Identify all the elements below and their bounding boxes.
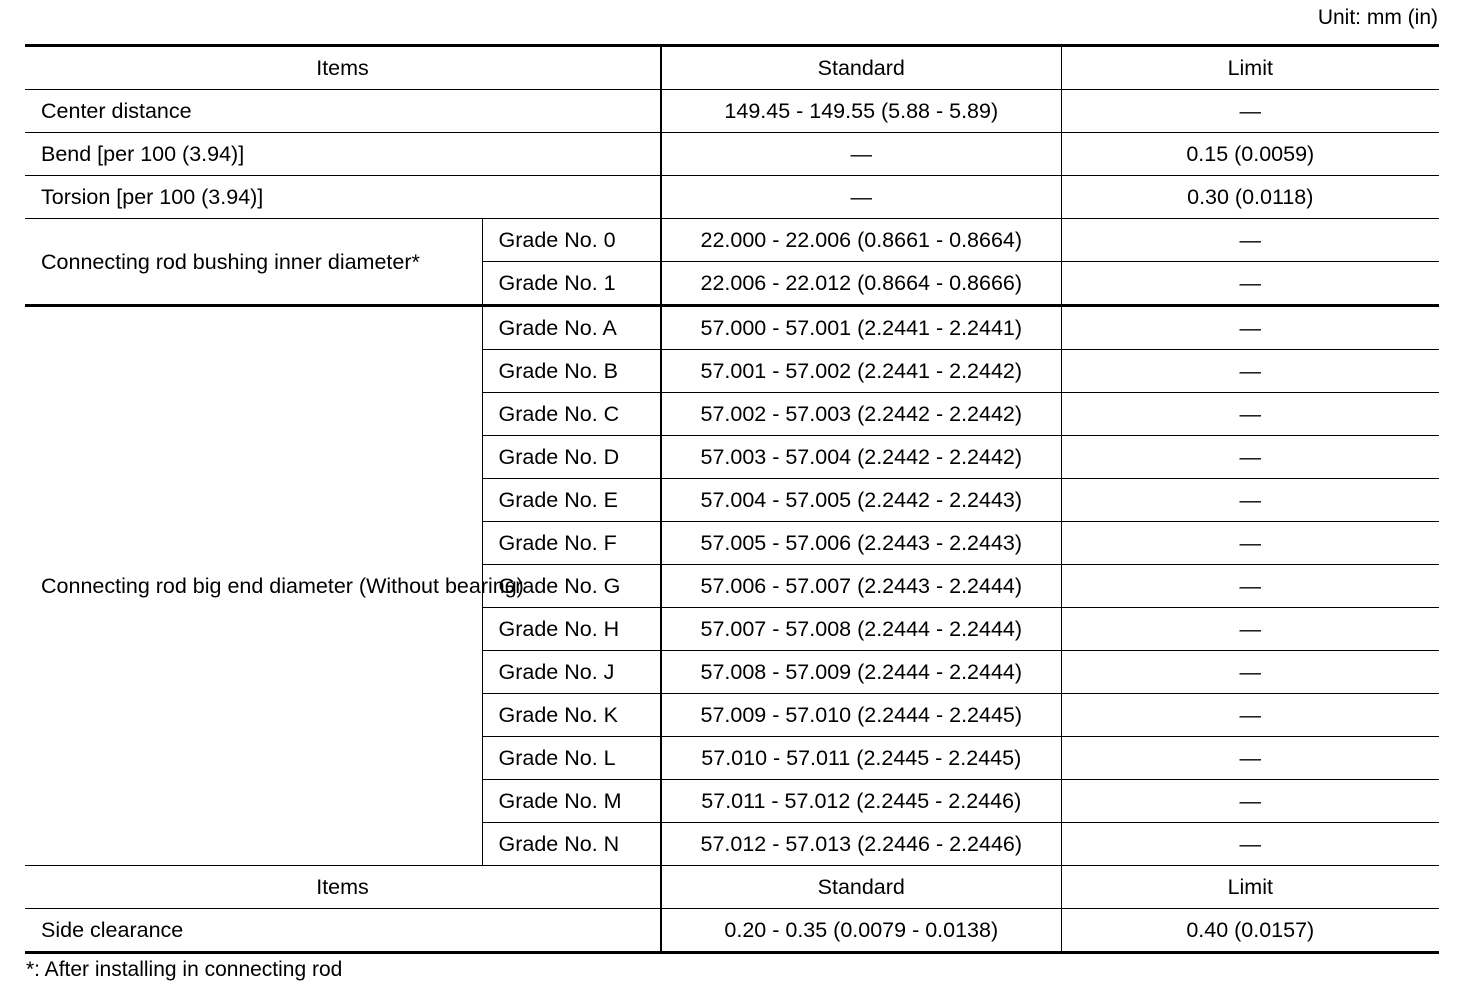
limit-cell: —	[1061, 479, 1439, 522]
grade-cell: Grade No. F	[482, 522, 661, 565]
grade-cell: Grade No. H	[482, 608, 661, 651]
standard-cell: 57.006 - 57.007 (2.2443 - 2.2444)	[661, 565, 1061, 608]
header-standard: Standard	[661, 866, 1061, 909]
standard-cell: 57.010 - 57.011 (2.2445 - 2.2445)	[661, 737, 1061, 780]
table-row	[25, 176, 1439, 219]
limit-cell: —	[1061, 823, 1439, 866]
standard-cell: 57.005 - 57.006 (2.2443 - 2.2443)	[661, 522, 1061, 565]
standard-cell: 57.009 - 57.010 (2.2444 - 2.2445)	[661, 694, 1061, 737]
table-header-row	[25, 46, 1439, 90]
grade-cell: Grade No. 0	[482, 219, 661, 262]
standard-cell: 22.006 - 22.012 (0.8664 - 0.8666)	[661, 262, 1061, 306]
limit-cell: —	[1061, 219, 1439, 262]
header-limit: Limit	[1061, 46, 1439, 90]
standard-cell: 57.001 - 57.002 (2.2441 - 2.2442)	[661, 350, 1061, 393]
table-row	[25, 909, 1439, 953]
limit-cell: 0.15 (0.0059)	[1061, 133, 1439, 176]
grade-cell: Grade No. D	[482, 436, 661, 479]
limit-cell: 0.30 (0.0118)	[1061, 176, 1439, 219]
standard-cell: 57.003 - 57.004 (2.2442 - 2.2442)	[661, 436, 1061, 479]
standard-cell: 149.45 - 149.55 (5.88 - 5.89)	[661, 90, 1061, 133]
limit-cell: —	[1061, 694, 1439, 737]
item-cell: Side clearance	[25, 909, 661, 953]
limit-cell: —	[1061, 436, 1439, 479]
limit-cell: —	[1061, 262, 1439, 306]
header-standard: Standard	[661, 46, 1061, 90]
unit-label: Unit: mm (in)	[1317, 6, 1438, 29]
grade-cell: Grade No. 1	[482, 262, 661, 306]
grade-cell: Grade No. G	[482, 565, 661, 608]
limit-cell: —	[1061, 737, 1439, 780]
grade-cell: Grade No. J	[482, 651, 661, 694]
header-items: Items	[25, 866, 661, 909]
big-end-item-cell: Connecting rod big end diameter (Without bearing)	[25, 306, 482, 866]
standard-cell: 57.012 - 57.013 (2.2446 - 2.2446)	[661, 823, 1061, 866]
bushing-item-cell: Connecting rod bushing inner diameter*	[25, 219, 482, 306]
standard-cell: 57.002 - 57.003 (2.2442 - 2.2442)	[661, 393, 1061, 436]
limit-cell: —	[1061, 608, 1439, 651]
limit-cell: —	[1061, 651, 1439, 694]
standard-cell: 22.000 - 22.006 (0.8661 - 0.8664)	[661, 219, 1061, 262]
footnote: *: After installing in connecting rod	[26, 958, 343, 981]
grade-cell: Grade No. A	[482, 306, 661, 350]
limit-cell: —	[1061, 90, 1439, 133]
standard-cell: 57.008 - 57.009 (2.2444 - 2.2444)	[661, 651, 1061, 694]
limit-cell: 0.40 (0.0157)	[1061, 909, 1439, 953]
limit-cell: —	[1061, 350, 1439, 393]
grade-cell: Grade No. M	[482, 780, 661, 823]
standard-cell: 57.004 - 57.005 (2.2442 - 2.2443)	[661, 479, 1061, 522]
grade-cell: Grade No. N	[482, 823, 661, 866]
grade-cell: Grade No. C	[482, 393, 661, 436]
table-row	[25, 306, 1439, 350]
standard-cell: 57.000 - 57.001 (2.2441 - 2.2441)	[661, 306, 1061, 350]
limit-cell: —	[1061, 393, 1439, 436]
table-row	[25, 219, 1439, 262]
connecting-rod-spec-table	[25, 44, 1439, 954]
standard-cell: 57.011 - 57.012 (2.2445 - 2.2446)	[661, 780, 1061, 823]
header-items: Items	[25, 46, 661, 90]
limit-cell: —	[1061, 306, 1439, 350]
item-cell: Center distance	[25, 90, 661, 133]
standard-cell: 0.20 - 0.35 (0.0079 - 0.0138)	[661, 909, 1061, 953]
header-limit: Limit	[1061, 866, 1439, 909]
item-cell: Torsion [per 100 (3.94)]	[25, 176, 661, 219]
grade-cell: Grade No. L	[482, 737, 661, 780]
grade-cell: Grade No. B	[482, 350, 661, 393]
standard-cell: 57.007 - 57.008 (2.2444 - 2.2444)	[661, 608, 1061, 651]
table-row	[25, 90, 1439, 133]
standard-cell: —	[661, 176, 1061, 219]
table-header-row	[25, 866, 1439, 909]
limit-cell: —	[1061, 565, 1439, 608]
standard-cell: —	[661, 133, 1061, 176]
limit-cell: —	[1061, 522, 1439, 565]
limit-cell: —	[1061, 780, 1439, 823]
grade-cell: Grade No. E	[482, 479, 661, 522]
grade-cell: Grade No. K	[482, 694, 661, 737]
item-cell: Bend [per 100 (3.94)]	[25, 133, 661, 176]
table-row	[25, 133, 1439, 176]
